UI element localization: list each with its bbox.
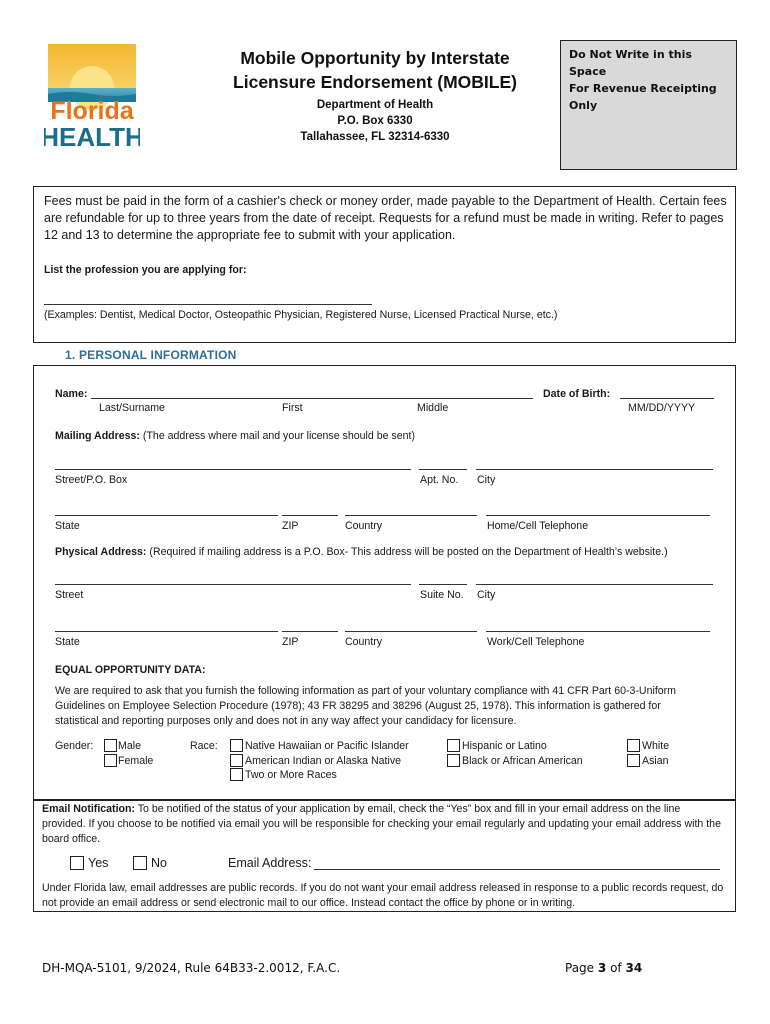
mailing-country-line[interactable] [345,515,477,516]
receipt-box-line2: For Revenue Receipting Only [569,82,717,112]
section-heading: 1. PERSONAL INFORMATION [65,348,237,362]
department-address [205,97,545,145]
footer-page-total: 34 [625,961,643,975]
physical-address-label: Physical Address: [55,546,147,558]
race-two-or-more-checkbox[interactable] [230,768,243,781]
dob-label: Date of Birth: [543,388,611,400]
race-hispanic-label: Hispanic or Latino [462,740,547,752]
mailing-country-caption: Country [345,520,383,532]
email-yes-label: Yes [88,856,109,870]
mailing-zip-line[interactable] [282,515,338,516]
footer-page-number [565,961,642,975]
race-asian-label: Asian [642,755,669,767]
gender-male-checkbox[interactable] [104,739,117,752]
eeo-text: We are required to ask that you furnish the following information as part of your voluntary compliance with 41 CFR Part 60-3-Uniform Guidelines on Employee Selection Procedure (1978); 43 FR 38295 and 38296 (August 25, 1978). This information is gathered for statistical and reporting purposes only and does not in any way affect your candidacy for licensure. [55,685,677,727]
email-no-checkbox[interactable] [133,856,147,870]
gender-male-label: Male [118,740,141,752]
gender-label: Gender: [55,740,94,752]
race-black-checkbox[interactable] [447,754,460,767]
mailing-state-line[interactable] [55,515,278,516]
race-white-label: White [642,740,670,752]
mailing-apt-caption: Apt. No. [420,474,459,486]
email-notification-label: Email Notification: [42,803,135,815]
eeo-heading: EQUAL OPPORTUNITY DATA: [55,664,206,676]
physical-street-line[interactable] [55,584,411,585]
footer-of-word: of [610,961,622,975]
mailing-zip-caption: ZIP [282,520,299,532]
dob-format-caption: MM/DD/YYYY [628,402,696,414]
physical-address-heading [55,546,668,559]
middle-name-caption: Middle [417,402,449,414]
mailing-city-line[interactable] [476,469,713,470]
receipt-box-line1: Do Not Write in this Space [569,48,692,78]
mailing-phone-line[interactable] [486,515,710,516]
fees-text: Fees must be paid in the form of a cashier's check or money order, made payable to the Department of Health. Certain fees are refundable for up to three years from the date of receipt. Requests for a refund must be made in writing. Refer to pages 12 and 13 to determine the appropriate fee to submit with your application. [44,194,727,242]
physical-zip-caption: ZIP [282,636,299,648]
race-label: Race: [190,740,218,752]
email-notification-body: To be notified of the status of your application by email, check the “Yes” box and fill in your email address on the line provided. If you choose to be notified via email you will be responsible for checking your email regularly and updating your email address with the board office. [42,803,721,845]
physical-state-caption: State [55,636,80,648]
race-white-checkbox[interactable] [627,739,640,752]
email-notification-text [42,802,722,847]
first-name-caption: First [282,402,303,414]
race-native-hawaiian-label: Native Hawaiian or Pacific Islander [245,740,409,752]
race-asian-checkbox[interactable] [627,754,640,767]
email-address-input[interactable] [314,869,720,870]
race-native-hawaiian-checkbox[interactable] [230,739,243,752]
physical-country-line[interactable] [345,631,477,632]
logo-text-florida: Florida [50,97,134,125]
last-name-caption: Last/Surname [99,402,165,414]
mailing-state-caption: State [55,520,80,532]
email-public-records-text: Under Florida law, email addresses are public records. If you do not want your email address released in response to a public records request, do not provide an email address or send electronic mail to our office. Instead contact the office by phone or in writing. [42,882,724,909]
email-address-label: Email Address: [228,856,312,870]
profession-label: List the profession you are applying for: [44,264,247,276]
mailing-address-note: (The address where mail and your license should be sent) [142,430,415,442]
department-box: P.O. Box 6330 [337,115,413,127]
dob-input-line[interactable] [620,398,714,399]
department-name: Department of Health [316,99,434,111]
name-label: Name: [55,388,88,400]
physical-city-line[interactable] [476,584,713,585]
physical-phone-line[interactable] [486,631,710,632]
email-yes-checkbox[interactable] [70,856,84,870]
mailing-address-heading [55,430,415,443]
mailing-street-line[interactable] [55,469,411,470]
physical-city-caption: City [477,589,496,601]
florida-health-logo [44,42,140,148]
email-no-label: No [151,856,167,870]
physical-phone-caption: Work/Cell Telephone [487,636,585,648]
footer-page-current: 3 [597,961,607,975]
gender-female-label: Female [118,755,154,767]
form-title-line1: Mobile Opportunity by Interstate [240,48,510,68]
mailing-city-caption: City [477,474,496,486]
mailing-street-caption: Street/P.O. Box [55,474,128,486]
footer-page-word: Page [565,961,595,975]
gender-female-checkbox[interactable] [104,754,117,767]
race-two-or-more-label: Two or More Races [245,769,337,781]
physical-zip-line[interactable] [282,631,338,632]
form-title-line2: Licensure Endorsement (MOBILE) [233,72,517,92]
race-american-indian-checkbox[interactable] [230,754,243,767]
physical-suite-line[interactable] [419,584,467,585]
department-city: Tallahassee, FL 32314-6330 [300,131,450,143]
logo-text-health: HEALTH [44,122,140,148]
profession-input-line[interactable] [44,304,372,305]
form-title [205,46,545,94]
footer-form-id: DH-MQA-5101, 9/2024, Rule 64B33-2.0012, F.A.C. [42,961,341,975]
mailing-phone-caption: Home/Cell Telephone [487,520,589,532]
name-input-line[interactable] [91,398,533,399]
race-hispanic-checkbox[interactable] [447,739,460,752]
revenue-receipt-box [560,40,737,170]
race-black-label: Black or African American [462,755,583,767]
physical-street-caption: Street [55,589,84,601]
profession-examples: (Examples: Dentist, Medical Doctor, Osteopathic Physician, Registered Nurse, Licensed Practical Nurse, etc.) [44,309,558,321]
physical-address-note: (Required if mailing address is a P.O. Box- This address will be posted on the Department of Health’s website.) [149,546,668,558]
physical-state-line[interactable] [55,631,278,632]
race-american-indian-label: American Indian or Alaska Native [245,755,402,767]
mailing-apt-line[interactable] [419,469,467,470]
physical-country-caption: Country [345,636,383,648]
mailing-address-label: Mailing Address: [55,430,140,442]
physical-suite-caption: Suite No. [420,589,464,601]
